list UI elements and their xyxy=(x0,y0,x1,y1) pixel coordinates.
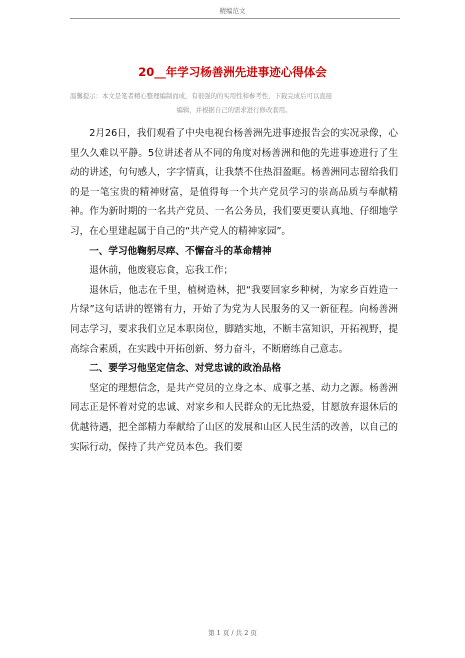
header-label: 精编范文 xyxy=(219,7,246,15)
page-number: 第 1 页 / 共 2 页 xyxy=(208,629,257,637)
download-notice xyxy=(70,89,398,117)
document-body xyxy=(70,124,398,457)
paragraph: 退休后，他志在千里，植树造林，把“我要回家乡种树，为家乡百姓造一片绿”这句话讲的铿锵有力，开始了为党为人民服务的又一新征程。向杨善洲同志学习，要求我们立足本职岗位，脚踏实地，不断丰富知识，开拓视野，提高综合素质，在实践中开拓创新、努力奋斗，不断磨练自己意志。 xyxy=(70,284,398,355)
section-heading-2: 二、要学习他坚定信念、对党忠诚的政治品格 xyxy=(89,363,282,375)
notice-line-2: 编辑，并根据自己的需求进行修改套用。 xyxy=(176,106,292,114)
paragraph: 坚定的理想信念，是共产党员的立身之本、成事之基、动力之源。杨善洲同志正是怀着对党的忠诚、对家乡和人民群众的无比热爱，甘愿放弃退休后的优越待遇，把全部精力奉献给了山区的发展和山区人民生活的改善，以自己的实际行动，保持了共产党员本色。我们要 xyxy=(70,382,398,453)
paragraph: 退休前，他废寝忘食，忘我工作； xyxy=(89,265,234,277)
notice-line-1: 温馨提示：本文是笔者精心整理编制而成，有很强的的实用性和参考性，下载完成后可以直接 xyxy=(70,92,333,100)
document-title: 20__年学习杨善洲先进事迹心得体会 xyxy=(138,65,327,79)
header-divider xyxy=(70,18,400,19)
section-heading-1: 一、学习他鞠躬尽瘁、不懈奋斗的革命精神 xyxy=(89,245,272,257)
paragraph-intro: 2月26日，我们观看了中央电视台杨善洲先进事迹报告会的实况录像，心里久久难以平静。5位讲述者从不同的角度对杨善洲和他的先进事迹进行了生动的讲述，句句感人，字字情真，让我禁不住热泪盈眶。杨善洲同志留给我们的是一笔宝贵的精神财富，是值得每一个共产党员学习的崇高品质与奉献精神。作为新时期的一名共产党员、一名公务员，我们要更要认真地、仔细地学习，在心里建起属于自己的“共产党人的精神家园”。 xyxy=(70,128,398,237)
